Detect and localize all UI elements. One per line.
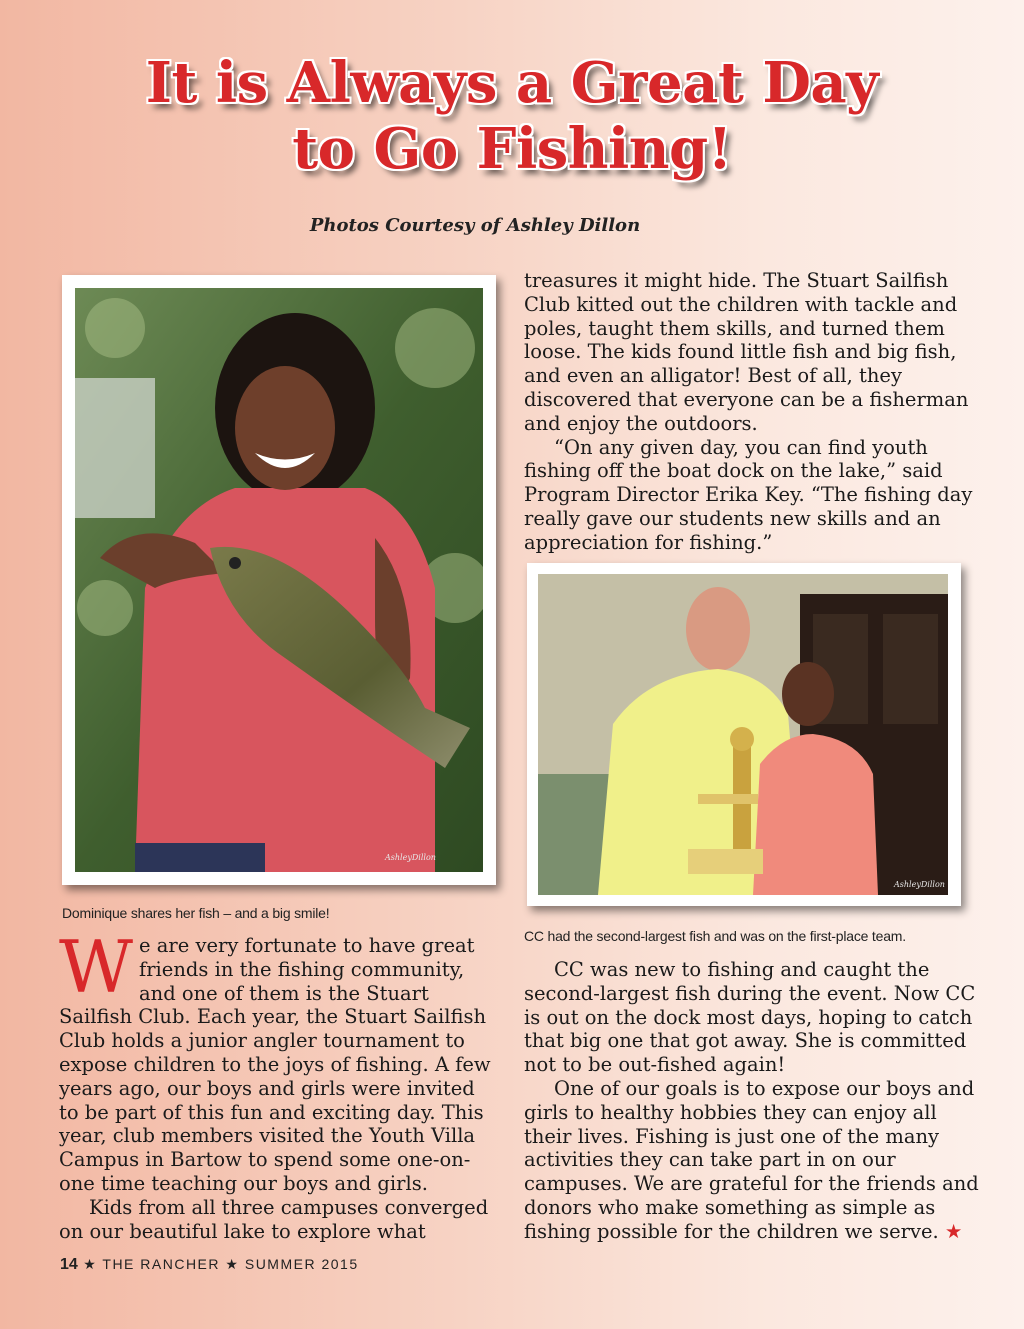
photo-credit: Photos Courtesy of Ashley Dillon bbox=[309, 215, 641, 236]
photo-dominique bbox=[75, 288, 483, 872]
drop-cap: W bbox=[59, 925, 134, 1009]
photo-dominique-watermark: AshleyDillon bbox=[385, 853, 436, 862]
right-top-paragraph-2: “On any given day, you can find youth fishing off the boat dock on the lake,” said Program Director Erika Key. “The fishing day really gave our students new skills and an appreciation for fishing.” bbox=[524, 435, 973, 554]
end-star-icon: ★ bbox=[944, 1219, 963, 1243]
photo-cc-caption: CC had the second-largest fish and was on the first-place team. bbox=[524, 928, 906, 944]
photo-cc-watermark: AshleyDillon bbox=[894, 880, 945, 889]
footer-star-icon: ★ bbox=[225, 1256, 240, 1272]
right-column-top bbox=[524, 269, 980, 555]
page-footer bbox=[60, 1256, 359, 1274]
left-paragraph-1 bbox=[59, 925, 499, 1196]
left-paragraph-2: Kids from all three campuses converged on our beautiful lake to explore what bbox=[59, 1195, 489, 1243]
issue-name: SUMMER 2015 bbox=[244, 1256, 359, 1272]
right-bottom-paragraph-2-text: One of our goals is to expose our boys and girls to healthy hobbies they can enjoy all their lives. Fishing is just one of the many activities they can take part in on our campuses. We are grateful for the friends and donors who make something as simple as fishing possible for the children we serve. bbox=[524, 1076, 979, 1243]
photo-cc-frame bbox=[527, 563, 961, 906]
right-bottom-paragraph-1: CC was new to fishing and caught the second-largest fish during the event. Now CC is out on the dock most days, hoping to catch that big one that got away. She is committed not to be out-fished again! bbox=[524, 958, 976, 1077]
footer-star-icon: ★ bbox=[83, 1256, 98, 1272]
title-line-2: to Go Fishing! bbox=[292, 116, 732, 182]
publication-name: THE RANCHER bbox=[102, 1256, 221, 1272]
title-line-1: It is Always a Great Day bbox=[145, 50, 879, 116]
photo-cc bbox=[538, 574, 948, 895]
article-title bbox=[40, 50, 984, 182]
page-number: 14 bbox=[60, 1256, 78, 1273]
right-bottom-paragraph-2 bbox=[524, 1077, 980, 1244]
right-column-bottom bbox=[524, 958, 980, 1244]
photo-dominique-caption: Dominique shares her fish – and a big smile! bbox=[62, 905, 330, 921]
left-paragraph-1-text: e are very fortunate to have great friends in the fishing community, and one of them is the Stuart Sailfish Club. Each year, the Stuart Sailfish Club holds a junior angler tournament to expose children to the joys of fishing. A few years ago, our boys and girls were invited to be part of this fun and exciting day. This year, club members visited the Youth Villa Campus in Bartow to spend some one-on-one time teaching our boys and girls. bbox=[59, 934, 491, 1195]
photo-dominique-frame bbox=[62, 275, 496, 885]
right-top-paragraph-1: treasures it might hide. The Stuart Sailfish Club kitted out the children with tackle and poles, taught them skills, and turned them loose. The kids found little fish and big fish, and even an alligator! Best of all, they discovered that everyone can be a fisherman and enjoy the outdoors. bbox=[524, 269, 969, 435]
left-column bbox=[59, 925, 499, 1243]
